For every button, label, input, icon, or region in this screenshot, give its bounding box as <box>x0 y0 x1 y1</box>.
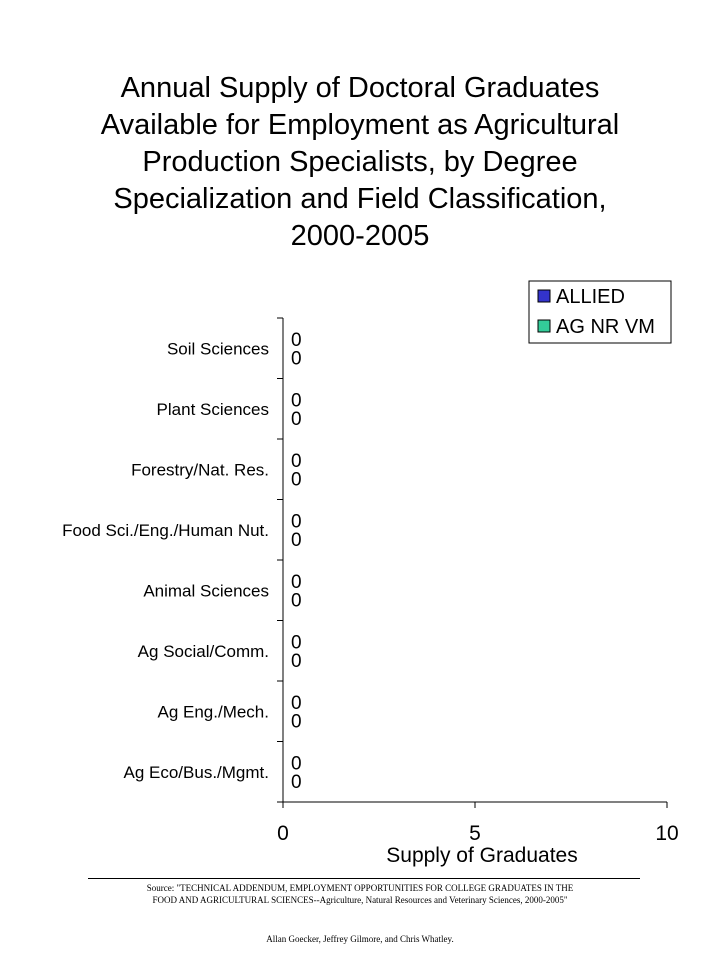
source-divider <box>88 878 640 879</box>
x-tick-label: 5 <box>469 822 481 845</box>
y-tick-label: Soil Sciences <box>166 339 269 359</box>
data-label: 0 <box>291 330 302 352</box>
y-tick-label: Ag Eng./Mech. <box>157 702 269 722</box>
data-label: 0 <box>291 632 302 654</box>
data-label: 0 <box>291 753 302 775</box>
y-tick-label: Forestry/Nat. Res. <box>131 460 269 480</box>
legend-label: AG NR VM <box>556 316 655 338</box>
data-label: 0 <box>291 771 302 793</box>
data-label: 0 <box>291 511 302 533</box>
title-line: 2000-2005 <box>290 220 430 252</box>
y-tick-label: Ag Eco/Bus./Mgmt. <box>123 762 269 782</box>
data-label: 0 <box>291 650 302 672</box>
legend-swatch <box>538 320 550 332</box>
data-label: 0 <box>291 451 302 473</box>
y-tick-label: Animal Sciences <box>143 581 269 601</box>
x-tick-label: 10 <box>655 822 679 845</box>
x-axis-title: Supply of Graduates <box>386 844 578 867</box>
data-label: 0 <box>291 693 302 715</box>
title-line: Annual Supply of Doctoral Graduates <box>120 72 600 104</box>
source-line-1: Source: "TECHNICAL ADDENDUM, EMPLOYMENT OPPORTUNITIES FOR COLLEGE GRADUATES IN THE <box>146 883 574 893</box>
legend-swatch <box>538 290 550 302</box>
data-label: 0 <box>291 469 302 491</box>
authors-note: Allan Goecker, Jeffrey Gilmore, and Chris Whatley. <box>266 934 454 944</box>
y-tick-label: Ag Social/Comm. <box>137 641 269 661</box>
data-label: 0 <box>291 529 302 551</box>
title-line: Specialization and Field Classification, <box>113 183 607 215</box>
source-note <box>0 882 720 906</box>
y-tick-label: Plant Sciences <box>156 399 269 419</box>
data-label: 0 <box>291 572 302 594</box>
source-line-2: FOOD AND AGRICULTURAL SCIENCES--Agriculture, Natural Resources and Veterinary Sciences, 2000-2005" <box>152 895 568 905</box>
legend-label: ALLIED <box>556 286 625 308</box>
data-label: 0 <box>291 711 302 733</box>
title-line: Production Specialists, by Degree <box>142 146 578 178</box>
title-line: Available for Employment as Agricultural <box>100 109 620 141</box>
y-tick-label: Food Sci./Eng./Human Nut. <box>62 520 269 540</box>
data-label: 0 <box>291 390 302 412</box>
x-tick-label: 0 <box>277 822 289 845</box>
data-label: 0 <box>291 408 302 430</box>
data-label: 0 <box>291 348 302 370</box>
data-label: 0 <box>291 590 302 612</box>
